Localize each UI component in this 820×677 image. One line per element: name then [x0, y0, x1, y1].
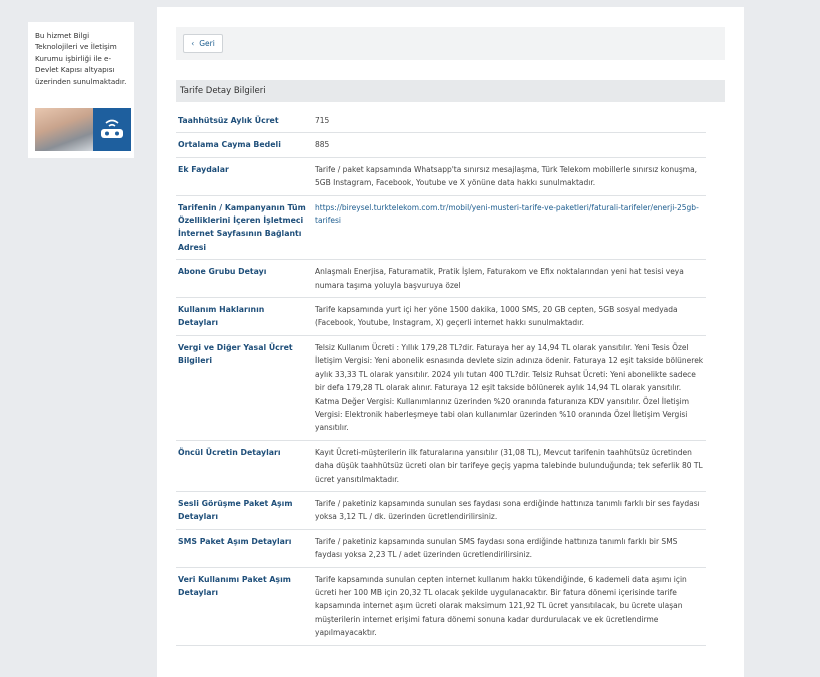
- row-label: Ortalama Cayma Bedeli: [176, 133, 313, 157]
- row-label: Abone Grubu Detayı: [176, 260, 313, 298]
- row-value: [313, 195, 706, 260]
- row-value: 885: [313, 133, 706, 157]
- hand-photo: [35, 108, 97, 151]
- table-row-monthly-fee: [176, 109, 706, 133]
- table-row-link: [176, 195, 706, 260]
- vr-device-icon: [93, 108, 131, 151]
- row-value: Tarife / paketiniz kapsamında sunulan ses faydası sona erdiğinde hattınıza tanımlı farklı bir ses faydası yoksa 3,12 TL / dk. üzerinden ücretlendirilirsiniz.: [313, 491, 706, 529]
- main-panel: [157, 7, 744, 677]
- row-label: Kullanım Haklarının Detayları: [176, 298, 313, 336]
- sidebar-info-text: Bu hizmet Bilgi Teknolojileri ve İletişim Kurumu işbirliği ile e-Devlet Kapısı altyapısı üzerinden sunulmaktadır.: [35, 31, 127, 86]
- chevron-left-icon: ‹: [191, 39, 195, 48]
- row-value: Tarife / paketiniz kapsamında sunulan SMS faydası sona erdiğinde hattınıza tanımlı farklı bir SMS faydası yoksa 2,23 TL / adet üzerinden ücretlendirilirsiniz.: [313, 529, 706, 567]
- row-label: Ek Faydalar: [176, 157, 313, 195]
- tariff-detail-table: [176, 109, 706, 646]
- back-button[interactable]: [183, 34, 223, 53]
- table-row-tax-info: [176, 335, 706, 440]
- row-value: 715: [313, 109, 706, 133]
- table-row-voice-overage: [176, 491, 706, 529]
- row-value: Telsiz Kullanım Ücreti : Yıllık 179,28 TL?dir. Faturaya her ay 14,94 TL olarak yansıtılır. Yeni Tesis Özel İletişim Vergisi: Yeni abonelik esnasında devlete sizin adınıza ödenir. Faturaya 12 eşit takside bölünerek aylık 33,33 TL olarak yansıtılır. 2024 yılı tutarı 400 TL?dir. Telsiz Ruhsat Ücreti: Yeni abonelikte sadece bir defa 179,28 TL olarak alınır. Faturaya 12 eşit takside bölünerek aylık 14,94 TL olarak yansıtılır. Katma Değer Vergisi: Kullanımlarınız üzerinden %20 oranında faturanıza KDV yansıtılır. Özel İletişim Vergisi: Elektronik haberleşmeye tabi olan kullanımlar üzerinden %10 oranında Özel İletişim Vergisi yansıtılır.: [313, 335, 706, 440]
- table-row-initial-fee: [176, 440, 706, 491]
- row-label: Öncül Ücretin Detayları: [176, 440, 313, 491]
- info-sidebar: [28, 22, 134, 158]
- row-value: Tarife / paket kapsamında Whatsapp'ta sınırsız mesajlaşma, Türk Telekom mobillerle sınırsız konuşma, 5GB Instagram, Facebook, Youtube ve X yönüne data hakkı sunulmaktadır.: [313, 157, 706, 195]
- tariff-page-link[interactable]: https://bireysel.turktelekom.com.tr/mobil/yeni-musteri-tarife-ve-paketleri/faturali-tarifeler/enerji-25gb-tarifesi: [315, 202, 699, 226]
- table-row-subscriber-group: [176, 260, 706, 298]
- edevlet-banner-image: [35, 108, 131, 151]
- row-label: Sesli Görüşme Paket Aşım Detayları: [176, 491, 313, 529]
- row-label: Vergi ve Diğer Yasal Ücret Bilgileri: [176, 335, 313, 440]
- row-value: Anlaşmalı Enerjisa, Faturamatik, Pratik İşlem, Faturakom ve Efix noktalarından yeni hat tesisi veya numara taşıma yoluyla başvuruya özel: [313, 260, 706, 298]
- table-row-sms-overage: [176, 529, 706, 567]
- row-label: Tarifenin / Kampanyanın Tüm Özelliklerini İçeren İşletmeci İnternet Sayfasının Bağlantı Adresi: [176, 195, 313, 260]
- back-button-label: Geri: [199, 39, 215, 48]
- table-row-usage-rights: [176, 298, 706, 336]
- toolbar: [176, 27, 725, 60]
- row-label: Veri Kullanımı Paket Aşım Detayları: [176, 567, 313, 645]
- table-row-cancel-fee: [176, 133, 706, 157]
- row-value: Tarife kapsamında yurt içi her yöne 1500 dakika, 1000 SMS, 20 GB cepten, 5GB sosyal medyada (Facebook, Youtube, Instagram, X) geçerli internet hakkı sunulmaktadır.: [313, 298, 706, 336]
- row-value: Kayıt Ücreti-müşterilerin ilk faturalarına yansıtılır (31,08 TL), Mevcut tarifenin taahhütsüz ücretinden daha düşük taahhütsüz ücreti olan bir tarifeye geçiş yapma talebinde bulunduğunda; tek seferlik 80 TL ücret yansıtılmaktadır.: [313, 440, 706, 491]
- section-title: Tarife Detay Bilgileri: [176, 80, 725, 102]
- row-label: SMS Paket Aşım Detayları: [176, 529, 313, 567]
- table-row-data-overage: [176, 567, 706, 645]
- row-label: Taahhütsüz Aylık Ücret: [176, 109, 313, 133]
- row-value: Tarife kapsamında sunulan cepten internet kullanım hakkı tükendiğinde, 6 kademeli data aşımı için ücreti her 100 MB için 20,32 TL olacak şekilde uygulanacaktır. Bir fatura dönemi içerisinde tarife kapsamında internet aşım ücreti olarak maksimum 121,92 TL ücret yansıtılacak, bu ücrete ulaşan müşterilerin internet erişimi fatura dönemi sonuna kadar durdurulacak ve ek ücretlendirme yapılmayacaktır.: [313, 567, 706, 645]
- table-row-extra-benefits: [176, 157, 706, 195]
